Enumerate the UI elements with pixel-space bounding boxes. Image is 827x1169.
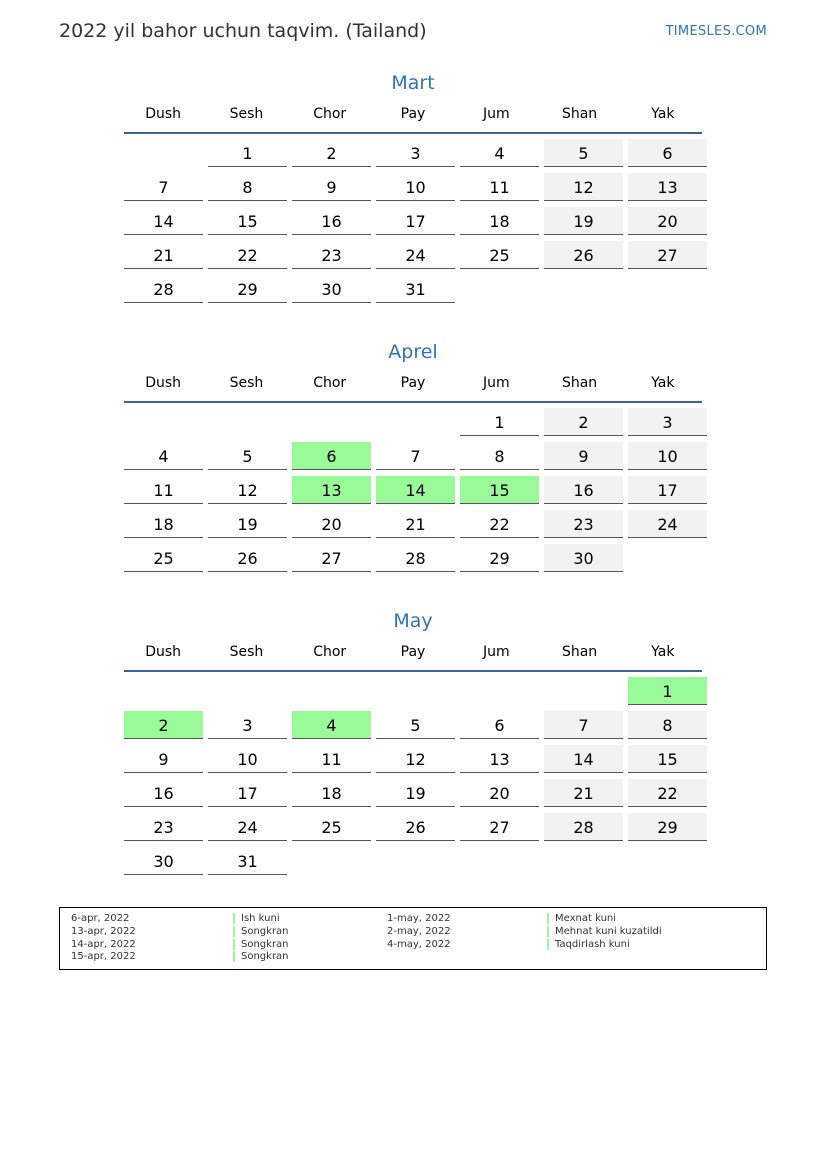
days-grid bbox=[124, 677, 702, 875]
day-cell: 2 bbox=[124, 711, 203, 739]
empty-day-cell bbox=[376, 677, 455, 705]
empty-day-cell bbox=[292, 408, 371, 436]
legend-row bbox=[71, 926, 136, 939]
header-rule bbox=[124, 401, 702, 403]
day-cell: 20 bbox=[460, 779, 539, 807]
day-cell: 29 bbox=[628, 813, 707, 841]
day-cell: 12 bbox=[544, 173, 623, 201]
legend-holiday-name: Mehnat kuni kuzatildi bbox=[547, 926, 662, 937]
day-cell: 26 bbox=[376, 813, 455, 841]
day-cell: 27 bbox=[460, 813, 539, 841]
weekday-label: Yak bbox=[651, 106, 675, 122]
empty-day-cell bbox=[292, 677, 371, 705]
day-cell: 2 bbox=[292, 139, 371, 167]
legend-row bbox=[233, 951, 289, 964]
month-name: Mart bbox=[391, 72, 435, 94]
month-calendar-may bbox=[124, 608, 702, 875]
day-cell: 3 bbox=[376, 139, 455, 167]
weekday-label: Chor bbox=[313, 106, 347, 122]
legend-date: 2-may, 2022 bbox=[387, 925, 451, 937]
day-cell: 17 bbox=[376, 207, 455, 235]
empty-day-cell bbox=[460, 677, 539, 705]
day-cell: 9 bbox=[544, 442, 623, 470]
day-cell: 21 bbox=[124, 241, 203, 269]
day-cell: 24 bbox=[208, 813, 287, 841]
day-cell: 25 bbox=[460, 241, 539, 269]
day-cell: 26 bbox=[208, 544, 287, 572]
empty-day-cell bbox=[208, 677, 287, 705]
legend-date: 14-apr, 2022 bbox=[71, 938, 136, 950]
day-cell: 29 bbox=[460, 544, 539, 572]
header-rule bbox=[124, 132, 702, 134]
legend-date: 4-may, 2022 bbox=[387, 938, 451, 950]
legend-dates-left bbox=[71, 913, 136, 964]
legend-holiday-name: Songkran bbox=[233, 926, 289, 937]
day-cell: 25 bbox=[292, 813, 371, 841]
day-cell: 19 bbox=[544, 207, 623, 235]
day-cell: 16 bbox=[124, 779, 203, 807]
day-cell: 31 bbox=[208, 847, 287, 875]
header-rule bbox=[124, 670, 702, 672]
weekday-label: Sesh bbox=[229, 106, 264, 122]
day-cell: 24 bbox=[376, 241, 455, 269]
day-cell: 19 bbox=[208, 510, 287, 538]
month-calendar-mart bbox=[124, 70, 702, 303]
empty-day-cell bbox=[544, 275, 623, 303]
legend-row bbox=[547, 913, 662, 926]
day-cell: 5 bbox=[208, 442, 287, 470]
day-cell: 10 bbox=[376, 173, 455, 201]
weekday-label: Jum bbox=[482, 106, 510, 122]
day-cell: 23 bbox=[544, 510, 623, 538]
day-cell: 20 bbox=[628, 207, 707, 235]
legend-row bbox=[233, 926, 289, 939]
day-cell: 30 bbox=[292, 275, 371, 303]
legend-dates-right bbox=[387, 913, 451, 951]
weekday-label: Shan bbox=[561, 106, 598, 122]
day-cell: 11 bbox=[292, 745, 371, 773]
day-cell: 11 bbox=[460, 173, 539, 201]
day-cell: 17 bbox=[628, 476, 707, 504]
empty-day-cell bbox=[460, 275, 539, 303]
day-cell: 3 bbox=[628, 408, 707, 436]
day-cell: 4 bbox=[124, 442, 203, 470]
legend-date: 6-apr, 2022 bbox=[71, 913, 130, 924]
empty-day-cell bbox=[376, 847, 455, 875]
legend-holiday-name: Mexnat kuni bbox=[547, 913, 616, 924]
day-cell: 6 bbox=[628, 139, 707, 167]
day-cell: 31 bbox=[376, 275, 455, 303]
day-cell: 22 bbox=[208, 241, 287, 269]
day-cell: 20 bbox=[292, 510, 371, 538]
day-cell: 7 bbox=[124, 173, 203, 201]
weekday-label: Dush bbox=[145, 644, 182, 660]
empty-day-cell bbox=[124, 139, 203, 167]
legend-row bbox=[387, 913, 451, 926]
day-cell: 25 bbox=[124, 544, 203, 572]
weekday-label: Jum bbox=[482, 644, 510, 660]
month-name: May bbox=[393, 610, 433, 632]
day-cell: 13 bbox=[292, 476, 371, 504]
day-cell: 14 bbox=[544, 745, 623, 773]
day-cell: 28 bbox=[124, 275, 203, 303]
day-cell: 12 bbox=[208, 476, 287, 504]
empty-day-cell bbox=[544, 677, 623, 705]
empty-day-cell bbox=[376, 408, 455, 436]
day-cell: 2 bbox=[544, 408, 623, 436]
day-cell: 9 bbox=[292, 173, 371, 201]
day-cell: 1 bbox=[208, 139, 287, 167]
day-cell: 13 bbox=[460, 745, 539, 773]
legend-holiday-name: Songkran bbox=[233, 951, 289, 962]
empty-day-cell bbox=[124, 677, 203, 705]
weekday-header bbox=[124, 104, 702, 130]
weekday-label: Jum bbox=[482, 375, 510, 391]
legend-row bbox=[233, 913, 289, 926]
day-cell: 1 bbox=[628, 677, 707, 705]
empty-day-cell bbox=[544, 847, 623, 875]
day-cell: 15 bbox=[208, 207, 287, 235]
days-grid bbox=[124, 139, 702, 303]
day-cell: 21 bbox=[376, 510, 455, 538]
day-cell: 10 bbox=[208, 745, 287, 773]
day-cell: 5 bbox=[376, 711, 455, 739]
legend-date: 15-apr, 2022 bbox=[71, 951, 136, 963]
weekday-label: Chor bbox=[313, 375, 347, 391]
weekday-label: Sesh bbox=[229, 375, 264, 391]
weekday-label: Pay bbox=[400, 644, 426, 660]
day-cell: 30 bbox=[544, 544, 623, 572]
legend-row bbox=[71, 913, 136, 926]
day-cell: 22 bbox=[460, 510, 539, 538]
day-cell: 14 bbox=[124, 207, 203, 235]
legend-row bbox=[233, 939, 289, 952]
empty-day-cell bbox=[292, 847, 371, 875]
empty-day-cell bbox=[628, 544, 707, 572]
weekday-label: Chor bbox=[313, 644, 347, 660]
day-cell: 16 bbox=[544, 476, 623, 504]
empty-day-cell bbox=[628, 275, 707, 303]
day-cell: 28 bbox=[376, 544, 455, 572]
day-cell: 6 bbox=[460, 711, 539, 739]
legend-row bbox=[547, 939, 662, 952]
legend-holiday-name: Taqdirlash kuni bbox=[547, 939, 630, 950]
day-cell: 26 bbox=[544, 241, 623, 269]
empty-day-cell bbox=[460, 847, 539, 875]
day-cell: 5 bbox=[544, 139, 623, 167]
day-cell: 23 bbox=[292, 241, 371, 269]
legend-row bbox=[387, 926, 451, 939]
empty-day-cell bbox=[124, 408, 203, 436]
day-cell: 7 bbox=[376, 442, 455, 470]
day-cell: 17 bbox=[208, 779, 287, 807]
empty-day-cell bbox=[208, 408, 287, 436]
day-cell: 6 bbox=[292, 442, 371, 470]
weekday-label: Shan bbox=[561, 375, 598, 391]
day-cell: 18 bbox=[292, 779, 371, 807]
day-cell: 4 bbox=[460, 139, 539, 167]
page-title: 2022 yil bahor uchun taqvim. (Tailand) bbox=[59, 20, 427, 42]
day-cell: 23 bbox=[124, 813, 203, 841]
day-cell: 27 bbox=[628, 241, 707, 269]
legend-date: 1-may, 2022 bbox=[387, 913, 451, 924]
legend-row bbox=[71, 939, 136, 952]
legend-row bbox=[547, 926, 662, 939]
weekday-label: Dush bbox=[145, 106, 182, 122]
weekday-label: Yak bbox=[651, 644, 675, 660]
holiday-legend bbox=[59, 907, 767, 970]
day-cell: 10 bbox=[628, 442, 707, 470]
day-cell: 16 bbox=[292, 207, 371, 235]
day-cell: 8 bbox=[460, 442, 539, 470]
weekday-header bbox=[124, 373, 702, 399]
day-cell: 4 bbox=[292, 711, 371, 739]
weekday-label: Sesh bbox=[229, 644, 264, 660]
legend-holiday-name: Songkran bbox=[233, 939, 289, 950]
day-cell: 18 bbox=[460, 207, 539, 235]
month-calendar-aprel bbox=[124, 339, 702, 572]
weekday-label: Yak bbox=[651, 375, 675, 391]
legend-row bbox=[71, 951, 136, 964]
day-cell: 3 bbox=[208, 711, 287, 739]
day-cell: 9 bbox=[124, 745, 203, 773]
day-cell: 28 bbox=[544, 813, 623, 841]
day-cell: 12 bbox=[376, 745, 455, 773]
weekday-label: Pay bbox=[400, 375, 426, 391]
legend-names-left bbox=[233, 913, 289, 964]
legend-row bbox=[387, 939, 451, 952]
day-cell: 30 bbox=[124, 847, 203, 875]
empty-day-cell bbox=[628, 847, 707, 875]
day-cell: 29 bbox=[208, 275, 287, 303]
legend-holiday-name: Ish kuni bbox=[233, 913, 280, 924]
weekday-label: Dush bbox=[145, 375, 182, 391]
day-cell: 15 bbox=[628, 745, 707, 773]
day-cell: 1 bbox=[460, 408, 539, 436]
day-cell: 22 bbox=[628, 779, 707, 807]
day-cell: 15 bbox=[460, 476, 539, 504]
day-cell: 8 bbox=[208, 173, 287, 201]
weekday-label: Shan bbox=[561, 644, 598, 660]
day-cell: 7 bbox=[544, 711, 623, 739]
day-cell: 19 bbox=[376, 779, 455, 807]
weekday-header bbox=[124, 642, 702, 668]
days-grid bbox=[124, 408, 702, 572]
day-cell: 24 bbox=[628, 510, 707, 538]
legend-names-right bbox=[547, 913, 662, 951]
day-cell: 21 bbox=[544, 779, 623, 807]
day-cell: 13 bbox=[628, 173, 707, 201]
day-cell: 27 bbox=[292, 544, 371, 572]
legend-date: 13-apr, 2022 bbox=[71, 925, 136, 937]
day-cell: 18 bbox=[124, 510, 203, 538]
month-name: Aprel bbox=[388, 341, 438, 363]
day-cell: 11 bbox=[124, 476, 203, 504]
weekday-label: Pay bbox=[400, 106, 426, 122]
day-cell: 14 bbox=[376, 476, 455, 504]
site-link[interactable]: TIMESLES.COM bbox=[665, 24, 767, 39]
day-cell: 8 bbox=[628, 711, 707, 739]
